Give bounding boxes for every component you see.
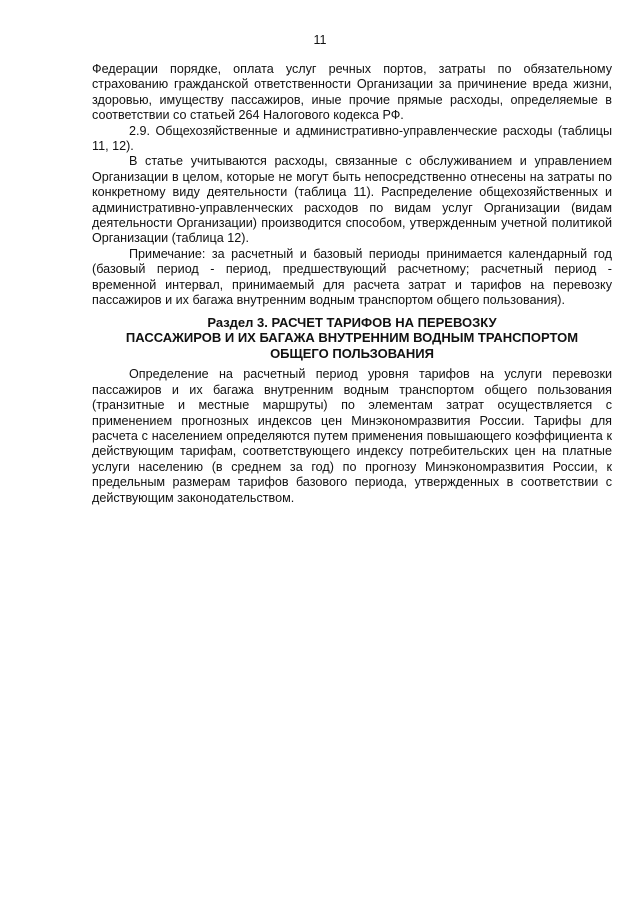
section-3-heading xyxy=(92,315,612,362)
section-heading-line-1: Раздел 3. РАСЧЕТ ТАРИФОВ НА ПЕРЕВОЗКУ xyxy=(207,314,497,330)
paragraph-note: Примечание: за расчетный и базовый периоды принимается календарный год (базовый период - период, предшествующий расчетному; расчетный период - временной интервал, принимаемый для расчета затрат и тарифов на перевозку пассажиров и их багажа внутренним водным транспортом общего пользования). xyxy=(92,246,612,308)
section-heading-line-2: ПАССАЖИРОВ И ИХ БАГАЖА ВНУТРЕННИМ ВОДНЫМ ТРАНСПОРТОМ xyxy=(125,330,579,346)
paragraph-overhead-costs: В статье учитываются расходы, связанные с обслуживанием и управлением Организации в целом, которые не могут быть непосредственно отнесены на затраты по конкретному виду деятельности (таблица 11). Распределение общехозяйственных и административно-управленческих расходов по видам услуг Организации (видам деятельности Организации) производится способом, утвержденным учетной политикой Организации (таблица 12). xyxy=(92,154,612,246)
document-body xyxy=(92,62,612,506)
section-heading-line-3: ОБЩЕГО ПОЛЬЗОВАНИЯ xyxy=(270,345,434,361)
page-number: 11 xyxy=(313,33,327,47)
paragraph-tariff-calculation: Определение на расчетный период уровня тарифов на услуги перевозки пассажиров и их багажа внутренним водным транспортом общего пользования (транзитные и местные маршруты) по элементам затрат осуществляется с применением прогнозных индексов цен Минэкономразвития России. Тарифы для расчета с населением определяются путем применения повышающего коэффициента к действующим тарифам, соответствующего индексу потребительских цен на платные услуги населению (в среднем за год) по прогнозу Минэкономразвития России, к предельным размерам тарифов базового периода, утвержденных в соответствии с действующим законодательством. xyxy=(92,367,612,505)
paragraph-item-2-9: 2.9. Общехозяйственные и административно-управленческие расходы (таблицы 11, 12). xyxy=(92,123,612,154)
paragraph-continuation: Федерации порядке, оплата услуг речных портов, затраты по обязательному страхованию гражданской ответственности Организации за причинение вреда жизни, здоровью, имуществу пассажиров, иные прочие прямые расходы, определяемые в соответствии со статьей 264 Налогового кодекса РФ. xyxy=(92,62,612,123)
